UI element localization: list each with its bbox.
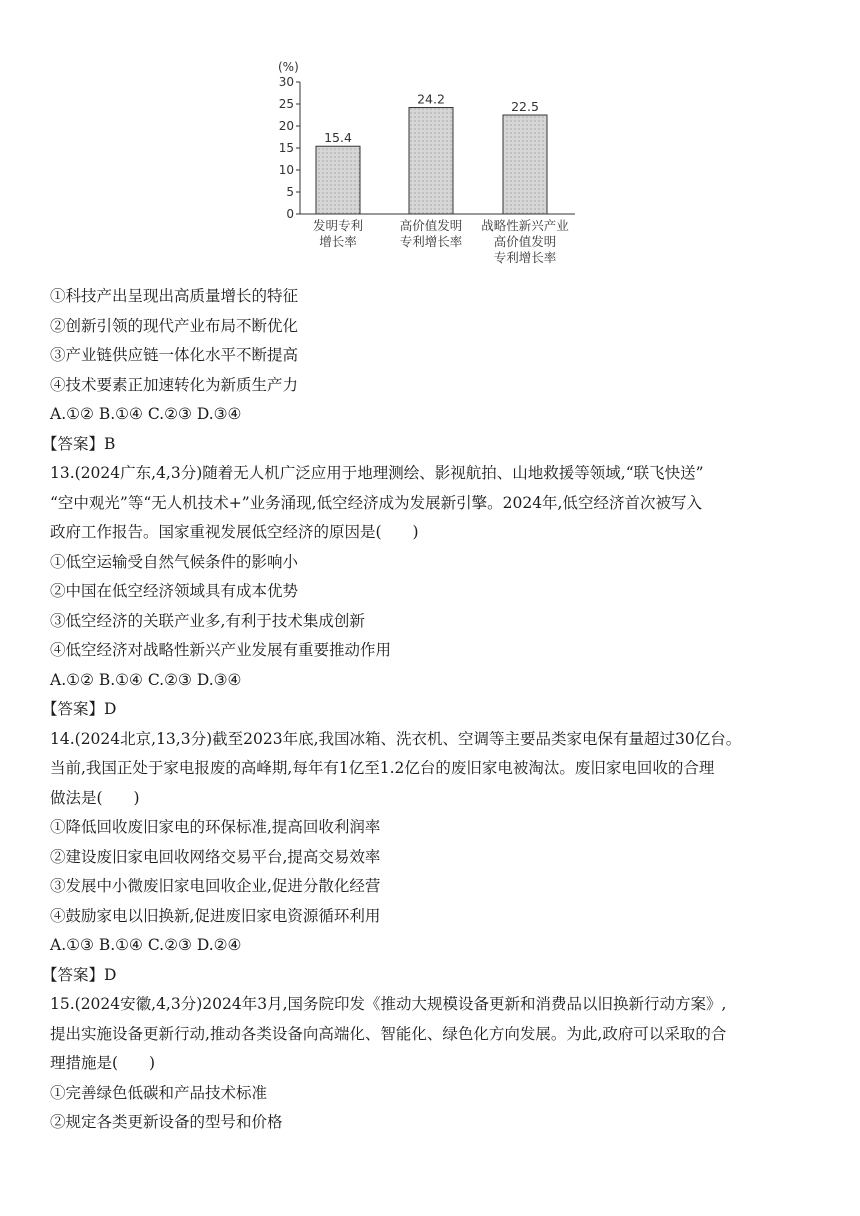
q12-answer: 【答案】B (42, 434, 116, 453)
category-label: 增长率 (319, 234, 357, 249)
q12-choices: A.①② B.①④ C.②③ D.③④ (50, 405, 242, 423)
q12-option-1: ①科技产出呈现出高质量增长的特征 (50, 287, 299, 305)
q14-block (42, 725, 820, 991)
q13-block (42, 459, 820, 725)
q13-stem-line-1: 13.(2024广东,4,3分)随着无人机广泛应用于地理测绘、影视航拍、山地救援等领域,“联飞快送” (50, 464, 704, 482)
q15-block (50, 990, 820, 1138)
q13-choices: A.①② B.①④ C.②③ D.③④ (50, 670, 242, 689)
y-tick-label: 15 (278, 141, 294, 155)
category-label: 战略性新兴产业 (481, 218, 569, 233)
q13-option-2: ②中国在低空经济领域具有成本优势 (50, 582, 299, 600)
q14-choices: A.①③ B.①④ C.②③ D.②④ (50, 936, 242, 954)
category-label: 高价值发明 (493, 234, 557, 249)
q15-option-2: ②规定各类更新设备的型号和价格 (50, 1113, 283, 1131)
y-tick-label: 20 (278, 119, 294, 133)
q12-option-3: ③产业链供应链一体化水平不断提高 (50, 346, 299, 364)
q13-option-3: ③低空经济的关联产业多,有利于技术集成创新 (50, 611, 365, 630)
category-label: 高价值发明 (399, 218, 463, 233)
y-tick-label: 10 (278, 163, 294, 177)
q13-stem-line-2: “空中观光”等“无人机技术+”业务涌现,低空经济成为发展新引擎。2024年,低空经济首次被写入 (50, 493, 702, 512)
category-label: 发明专利 (312, 218, 364, 233)
bar (503, 115, 547, 214)
bar (409, 108, 453, 214)
question-content (42, 282, 820, 1138)
q14-stem-line-1: 14.(2024北京,13,3分)截至2023年底,我国冰箱、洗衣机、空调等主要品类家电保有量超过30亿台。 (50, 729, 742, 748)
q15-stem-line-1: 15.(2024安徽,4,3分)2024年3月,国务院印发《推动大规模设备更新和消费品以旧换新行动方案》, (50, 995, 727, 1013)
category-label: 专利增长率 (399, 234, 463, 249)
category-label: 专利增长率 (493, 250, 557, 265)
q13-option-4: ④低空经济对战略性新兴产业发展有重要推动作用 (50, 641, 392, 659)
q15-stem-line-2: 提出实施设备更新行动,推动各类设备向高端化、智能化、绿色化方向发展。为此,政府可以采取的合 (50, 1024, 727, 1043)
bar (316, 146, 360, 214)
bar-value-label: 15.4 (324, 130, 352, 146)
q14-stem-line-3: 做法是( ) (50, 788, 140, 807)
q14-stem-line-2: 当前,我国正处于家电报废的高峰期,每年有1亿至1.2亿台的废旧家电被淘汰。废旧家电回收的合理 (50, 759, 715, 777)
q12-option-2: ②创新引领的现代产业布局不断优化 (50, 316, 299, 335)
q13-answer: 【答案】D (42, 700, 117, 718)
q14-answer: 【答案】D (42, 965, 117, 984)
y-axis-unit: (%) (278, 60, 299, 74)
bar-value-label: 24.2 (417, 91, 445, 107)
growth-rate-bar-chart (270, 56, 600, 276)
q15-stem-line-3: 理措施是( ) (50, 1054, 156, 1072)
bar-value-label: 22.5 (511, 99, 539, 114)
q14-option-4: ④鼓励家电以旧换新,促进废旧家电资源循环利用 (50, 906, 381, 925)
q14-option-3: ③发展中小微废旧家电回收企业,促进分散化经营 (50, 877, 381, 895)
y-tick-label: 5 (286, 185, 294, 199)
q15-option-1: ①完善绿色低碳和产品技术标准 (50, 1083, 268, 1102)
q12-block (42, 282, 820, 459)
y-tick-label: 30 (278, 75, 294, 89)
y-tick-label: 25 (278, 97, 294, 111)
y-tick-label: 0 (286, 207, 294, 221)
q13-option-1: ①低空运输受自然气候条件的影响小 (50, 552, 299, 571)
q13-stem-line-3: 政府工作报告。国家重视发展低空经济的原因是( ) (50, 523, 419, 541)
q14-option-1: ①降低回收废旧家电的环保标准,提高回收利润率 (50, 818, 381, 836)
q12-option-4: ④技术要素正加速转化为新质生产力 (50, 375, 299, 394)
q14-option-2: ②建设废旧家电回收网络交易平台,提高交易效率 (50, 847, 381, 866)
